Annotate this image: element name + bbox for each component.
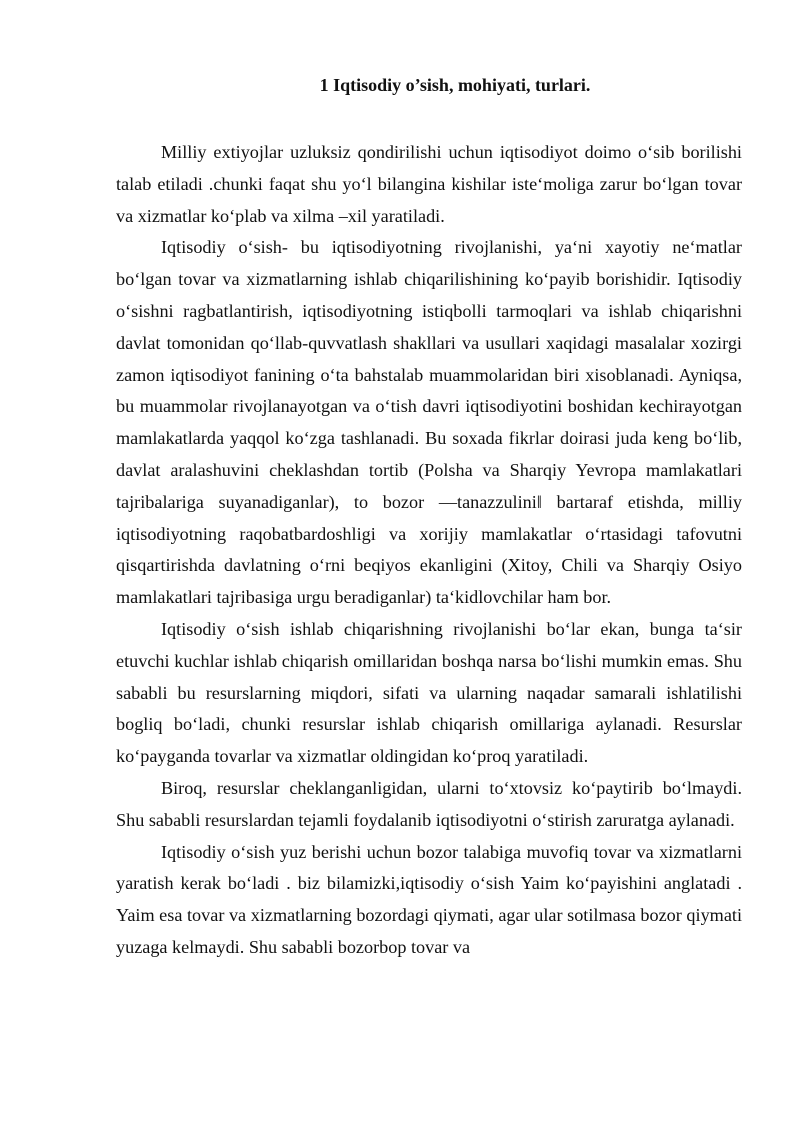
document-title: 1 Iqtisodiy o’sish, mohiyati, turlari.	[319, 75, 591, 95]
paragraph-4: Biroq, resurslar cheklanganligidan, ularni to‘xtovsiz ko‘paytirib bo‘lmaydi. Shu sababli resurslardan tejamli foydalanib iqtisodiyotni o‘stirish zaruratga aylanadi.	[116, 777, 742, 830]
paragraph-1: Milliy extiyojlar uzluksiz qondirilishi uchun iqtisodiyot doimo o‘sib borilishi talab etiladi .chunki faqat shu yo‘l bilangina kishilar iste‘moliga zarur bo‘lgan tovar va xizmatlar ko‘plab va xilma –xil yaratiladi.	[116, 142, 742, 226]
document-body	[116, 137, 742, 964]
paragraph-2: Iqtisodiy o‘sish- bu iqtisodiyotning rivojlanishi, ya‘ni xayotiy ne‘matlar bo‘lgan tovar va xizmatlarning ishlab chiqarilishining ko‘payib borishidir. Iqtisodiy o‘sishni ragbatlantirish, iqtisodiyotning istiqbolli tarmoqlari va ishlab chiqarishni davlat tomonidan qo‘llab-quvvatlash shakllari va usullari xaqidagi masalalar xozirgi zamon iqtisodiyot fanining o‘ta bahstalab muammolaridan biri xisoblanadi. Ayniqsa, bu muammolar rivojlanayotgan va o‘tish davri iqtisodiyotini boshidan kechirayotgan mamlakatlarda yaqqol ko‘zga tashlanadi. Bu soxada fikrlar doirasi juda keng bo‘lib, davlat aralashuvini cheklashdan tortib (Polsha va Sharqiy Yevropa mamlakatlari tajribalariga suyanadiganlar), to bozor ―tanazzulini‖ bartaraf etishda, milliy iqtisodiyotning raqobatbardoshligi va xorijiy mamlakatlar o‘rtasidagi tafovutni qisqartirishda davlatning o‘rni beqiyos ekanligini (Xitoy, Chili va Sharqiy Osiyo mamlakatlari tajribasiga urgu beradiganlar) ta‘kidlovchilar ham bor.	[116, 237, 742, 608]
paragraph-5: Iqtisodiy o‘sish yuz berishi uchun bozor talabiga muvofiq tovar va xizmatlarni yaratish kerak bo‘ladi . biz bilamizki,iqtisodiy o‘sish Yaim ko‘payishini anglatadi . Yaim esa tovar va xizmatlarning bozordagi qiymati, agar ular sotilmasa bozor qiymati yuzaga kelmaydi. Shu sababli bozorbop tovar va	[116, 841, 742, 957]
paragraph-3: Iqtisodiy o‘sish ishlab chiqarishning rivojlanishi bo‘lar ekan, bunga ta‘sir etuvchi kuchlar ishlab chiqarish omillaridan boshqa narsa bo‘lishi mumkin emas. Shu sababli bu resurslarning miqdori, sifati va ularning naqadar samarali ishlatilishi bogliq bo‘ladi, chunki resurslar ishlab chiqarish omillariga aylanadi. Resurslar ko‘payganda tovarlar va xizmatlar oldingidan ko‘proq yaratiladi.	[116, 618, 742, 767]
